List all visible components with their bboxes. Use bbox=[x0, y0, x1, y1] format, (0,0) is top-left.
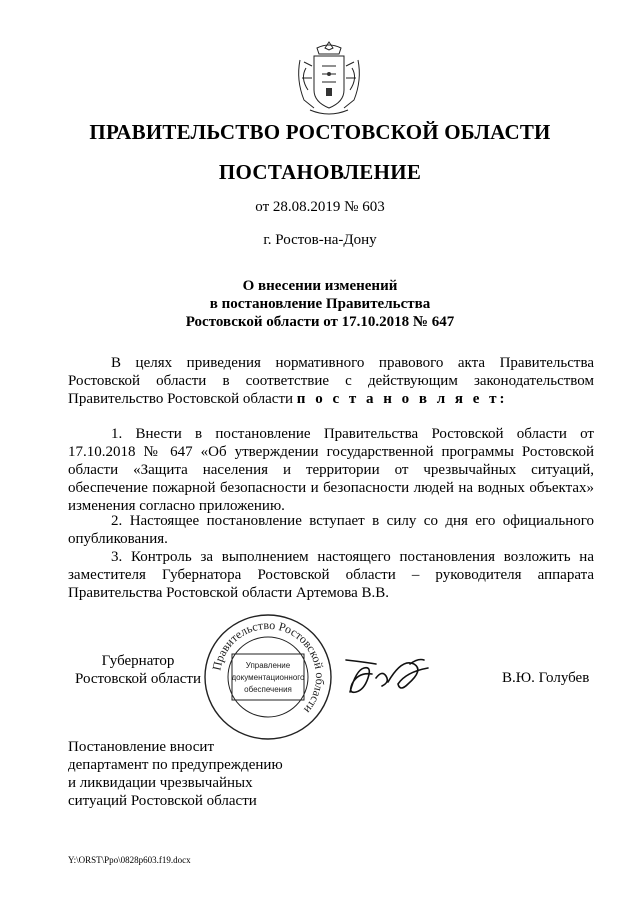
introducer-line: департамент по предупреждению bbox=[68, 757, 283, 773]
item-paragraph: 1. Внести в постановление Правительства Ростовской области от 17.10.2018 № 647 «Об утверждении государственной программы Ростовской области «Защита населения и территории от чрезвычайных ситуаций, обеспечение пожарной безопасности и безопасности людей на водных объектах» изменения согласно приложению. bbox=[68, 426, 594, 514]
subject-line: в постановление Правительства bbox=[209, 296, 431, 312]
document-date-number: от 28.08.2019 № 603 bbox=[255, 199, 385, 215]
preamble-text: В целях приведения нормативного правового акта Правительства Ростовской области в соответствие с действующим законодательством Правительство Ростовской области bbox=[68, 355, 594, 407]
handwritten-signature-icon bbox=[340, 652, 450, 702]
subject-line: Ростовской области от 17.10.2018 № 647 bbox=[185, 314, 455, 330]
seal-inner-line: обеспечения bbox=[244, 685, 292, 694]
document-type: ПОСТАНОВЛЕНИЕ bbox=[218, 160, 422, 184]
decree-word: п о с т а н о в л я е т: bbox=[296, 391, 508, 407]
introducer-note bbox=[68, 738, 283, 810]
org-title: ПРАВИТЕЛЬСТВО РОСТОВСКОЙ ОБЛАСТИ bbox=[89, 120, 551, 144]
introducer-line: ситуаций Ростовской области bbox=[68, 793, 257, 809]
stamp-seal-icon bbox=[202, 612, 334, 742]
introducer-line: и ликвидации чрезвычайных bbox=[68, 775, 253, 791]
item-paragraph: 3. Контроль за выполнением настоящего постановления возложить на заместителя Губернатора Ростовской области – руководителя аппарата Правительства Ростовской области Артемова В.В. bbox=[68, 549, 594, 601]
document-city: г. Ростов-на-Дону bbox=[263, 232, 377, 248]
seal-inner-line: документационного bbox=[231, 673, 305, 682]
seal-ring-text: Правительство Ростовской области bbox=[209, 617, 328, 717]
position-line: Губернатор bbox=[101, 653, 175, 669]
item-paragraph: 2. Настоящее постановление вступает в силу со дня его официального опубликования. bbox=[68, 513, 594, 547]
preamble-paragraph bbox=[68, 354, 594, 408]
file-path: Y:\ORST\Ppo\0828p603.f19.docx bbox=[68, 855, 191, 865]
coat-of-arms-icon bbox=[292, 38, 366, 118]
signatory-name: В.Ю. Голубев bbox=[502, 670, 590, 686]
position-line: Ростовской области bbox=[75, 671, 201, 687]
signatory-position bbox=[68, 652, 208, 688]
introducer-line: Постановление вносит bbox=[68, 739, 215, 755]
seal-inner-line: Управление bbox=[245, 661, 291, 670]
document-subject bbox=[0, 277, 640, 331]
subject-line: О внесении изменений bbox=[242, 278, 398, 294]
